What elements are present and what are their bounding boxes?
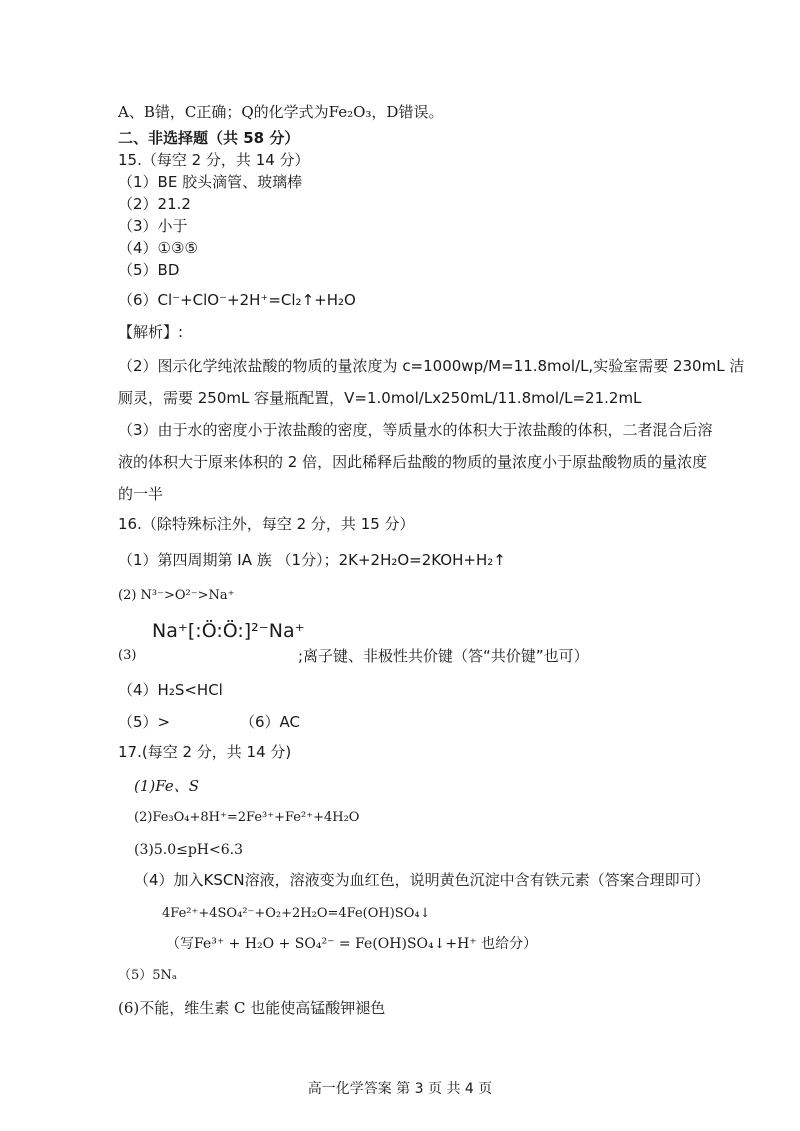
q16-answer-2: (2) N³⁻>O²⁻>Na⁺	[118, 588, 235, 603]
section-title: 二、非选择题（共 58 分）	[118, 129, 300, 147]
q17-answer-1: (1)Fe、S	[134, 777, 199, 795]
sodium-peroxide-lewis-formula: Na⁺[:Ö:Ö:]²⁻Na⁺	[152, 620, 305, 642]
analysis-p2-line2: 液的体积大于原来体积的 2 倍，因此稀释后盐酸的物质的量浓度小于原盐酸物质的量浓度	[118, 453, 708, 471]
q17-answer-4: （4）加入KSCN溶液，溶液变为血红色，说明黄色沉淀中含有铁元素（答案合理即可）	[134, 871, 710, 889]
q17-answer-4-alternative: （写Fe³⁺ + H₂O + SO₄²⁻ = Fe(OH)SO₄↓+H⁺ 也给分）	[166, 936, 538, 952]
q17-title: 17.(每空 2 分，共 14 分)	[118, 743, 292, 761]
q17-answer-2: (2)Fe₃O₄+8H⁺=2Fe³⁺+Fe²⁺+4H₂O	[134, 810, 360, 825]
analysis-p1-line1: （2）图示化学纯浓盐酸的物质的量浓度为 c=1000wp/M=11.8mol/L,实验室需要 230mL 洁	[118, 357, 745, 375]
q17-answer-3: (3)5.0≤pH<6.3	[134, 842, 243, 858]
q15-answer-2: （2）21.2	[118, 195, 191, 213]
q17-answer-6: (6)不能，维生素 C 也能使高锰酸钾褪色	[118, 999, 386, 1017]
q16-answer-6: （6）AC	[240, 713, 301, 731]
q16-answer-1: （1）第四周期第 IA 族 （1分）；2K+2H₂O=2KOH+H₂↑	[118, 551, 506, 569]
analysis-p1-line2: 厕灵，需要 250mL 容量瓶配置，V=1.0mol/Lx250mL/11.8mol/L=21.2mL	[118, 389, 642, 407]
q16-answer-3-label: (3)	[118, 648, 137, 663]
q17-answer-4-equation: 4Fe²⁺+4SO₄²⁻+O₂+2H₂O=4Fe(OH)SO₄↓	[162, 906, 431, 921]
header-line: A、B错，C正确；Q的化学式为Fe₂O₃，D错误。	[118, 103, 444, 121]
analysis-p2-line1: （3）由于水的密度小于浓盐酸的密度，等质量水的体积大于浓盐酸的体积，二者混合后溶	[118, 421, 713, 439]
analysis-label: 【解析】:	[118, 323, 184, 341]
page-footer: 高一化学答案 第 3 页 共 4 页	[307, 1081, 493, 1097]
q16-answer-5: （5）>	[118, 713, 171, 731]
q15-answer-4: （4）①③⑤	[118, 239, 198, 257]
q15-answer-6: （6）Cl⁻+ClO⁻+2H⁺=Cl₂↑+H₂O	[118, 291, 356, 309]
q15-answer-1: （1）BE 胶头滴管、玻璃棒	[118, 173, 303, 191]
q15-answer-3: （3）小于	[118, 217, 188, 235]
q15-title: 15.（每空 2 分，共 14 分）	[118, 151, 310, 169]
analysis-p2-line3: 的一半	[118, 485, 164, 503]
q15-answer-5: （5）BD	[118, 261, 180, 279]
q16-answer-4: （4）H₂S<HCl	[118, 681, 223, 699]
q16-answer-3-text: ;离子键、非极性共价键（答“共价键”也可）	[298, 647, 589, 665]
q17-answer-5: （5）5Nₐ	[118, 968, 177, 983]
q16-title: 16.（除特殊标注外，每空 2 分，共 15 分）	[118, 515, 415, 533]
